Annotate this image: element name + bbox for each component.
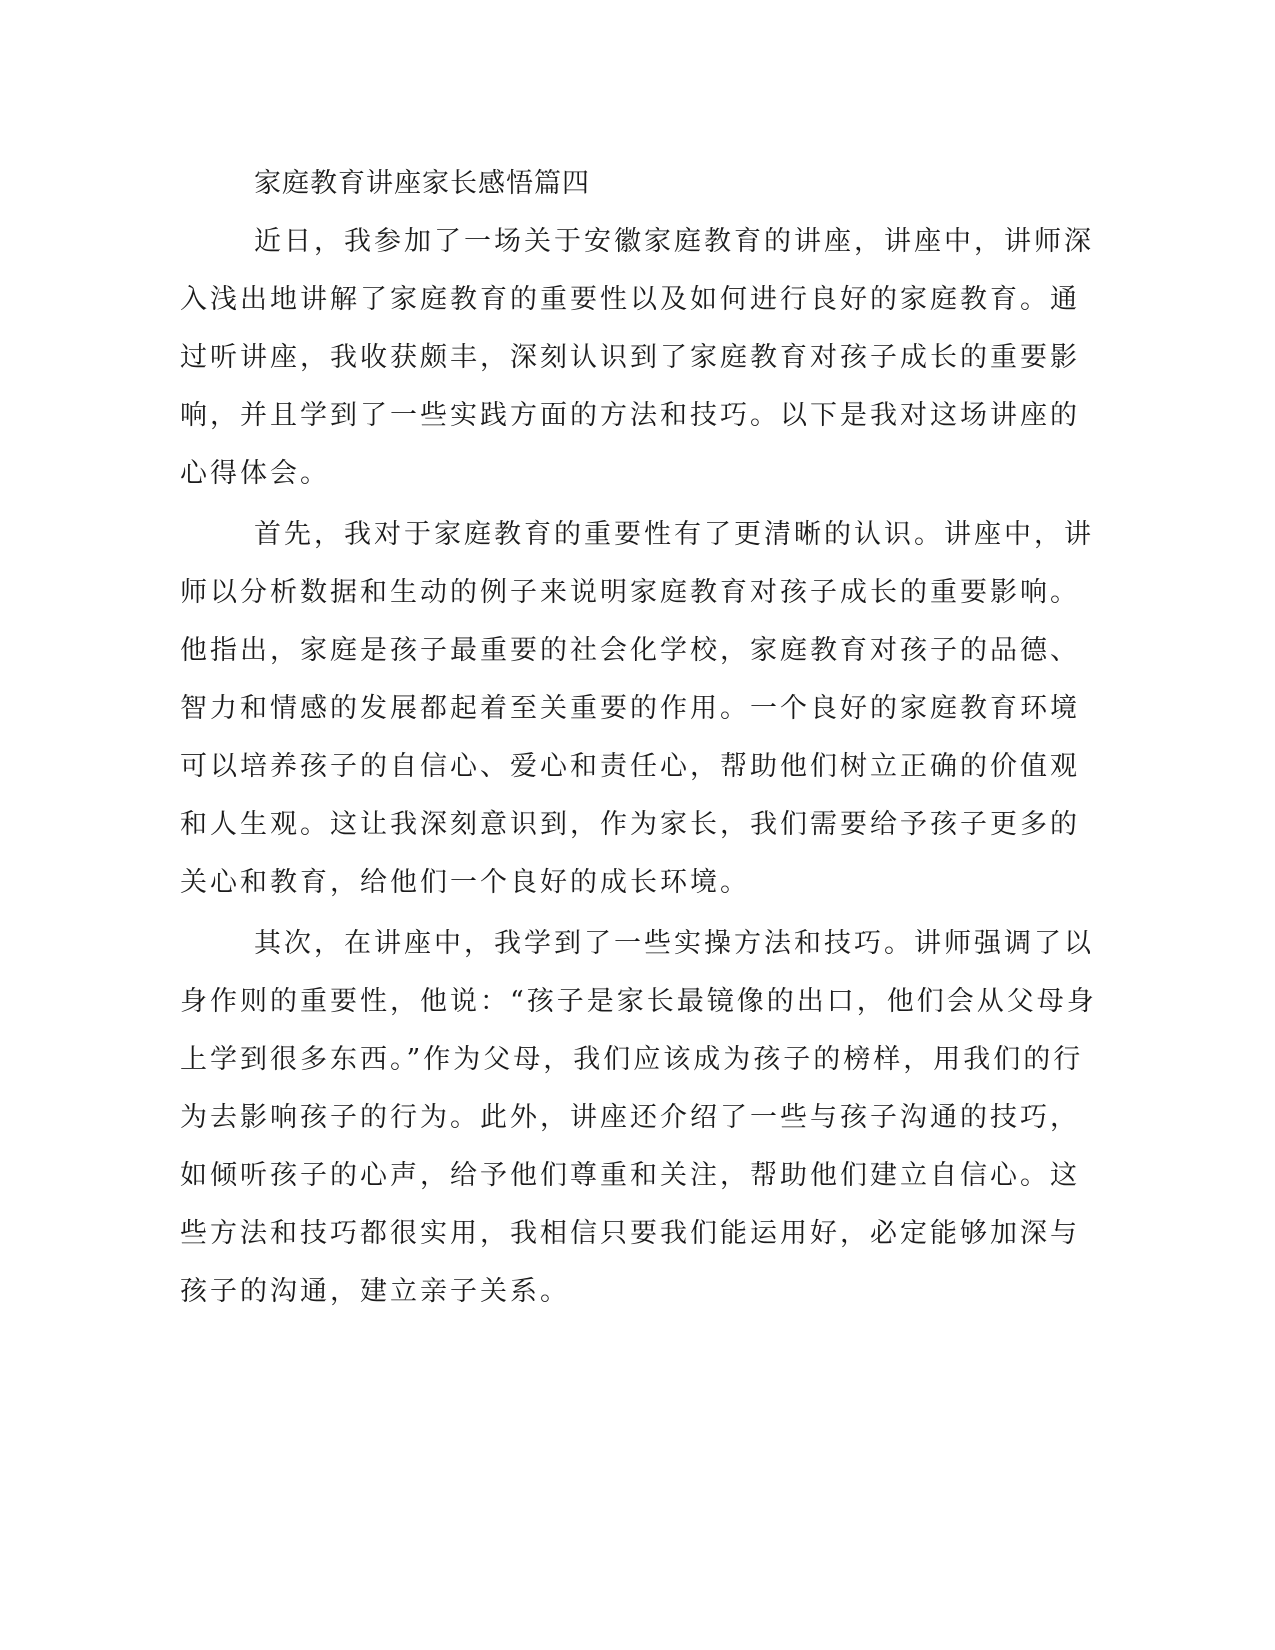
paragraph-2-line-3: 他指出，家庭是孩子最重要的社会化学校，家庭教育对孩子的品德、 <box>180 635 1080 666</box>
paragraph-1-line-4: 响，并且学到了一些实践方面的方法和技巧。以下是我对这场讲座的 <box>180 400 1080 431</box>
paragraph-1-line-5: 心得体会。 <box>180 458 330 489</box>
paragraph-3-line-7: 孩子的沟通，建立亲子关系。 <box>180 1276 570 1307</box>
paragraph-3-line-1: 其次，在讲座中，我学到了一些实操方法和技巧。讲师强调了以 <box>254 928 1094 959</box>
paragraph-3-line-5: 如倾听孩子的心声，给予他们尊重和关注，帮助他们建立自信心。这 <box>180 1160 1080 1191</box>
paragraph-3-line-6: 些方法和技巧都很实用，我相信只要我们能运用好，必定能够加深与 <box>180 1218 1080 1249</box>
paragraph-2-line-7: 关心和教育，给他们一个良好的成长环境。 <box>180 867 750 898</box>
paragraph-3-line-4: 为去影响孩子的行为。此外，讲座还介绍了一些与孩子沟通的技巧， <box>180 1102 1080 1133</box>
paragraph-1-line-1: 近日，我参加了一场关于安徽家庭教育的讲座，讲座中，讲师深 <box>254 226 1094 257</box>
paragraph-1-line-2: 入浅出地讲解了家庭教育的重要性以及如何进行良好的家庭教育。通 <box>180 284 1080 315</box>
paragraph-3-line-3: 上学到很多东西。”作为父母，我们应该成为孩子的榜样，用我们的行 <box>180 1044 1084 1075</box>
paragraph-1-line-3: 过听讲座，我收获颇丰，深刻认识到了家庭教育对孩子成长的重要影 <box>180 342 1080 373</box>
paragraph-2-line-5: 可以培养孩子的自信心、爱心和责任心，帮助他们树立正确的价值观 <box>180 751 1080 782</box>
document-title: 家庭教育讲座家长感悟篇四 <box>254 168 590 199</box>
paragraph-3-line-2: 身作则的重要性，他说：“孩子是家长最镜像的出口，他们会从父母身 <box>180 986 1097 1017</box>
paragraph-2-line-2: 师以分析数据和生动的例子来说明家庭教育对孩子成长的重要影响。 <box>180 577 1080 608</box>
paragraph-2-line-4: 智力和情感的发展都起着至关重要的作用。一个良好的家庭教育环境 <box>180 693 1080 724</box>
paragraph-2-line-6: 和人生观。这让我深刻意识到，作为家长，我们需要给予孩子更多的 <box>180 809 1080 840</box>
paragraph-2-line-1: 首先，我对于家庭教育的重要性有了更清晰的认识。讲座中，讲 <box>254 519 1094 550</box>
